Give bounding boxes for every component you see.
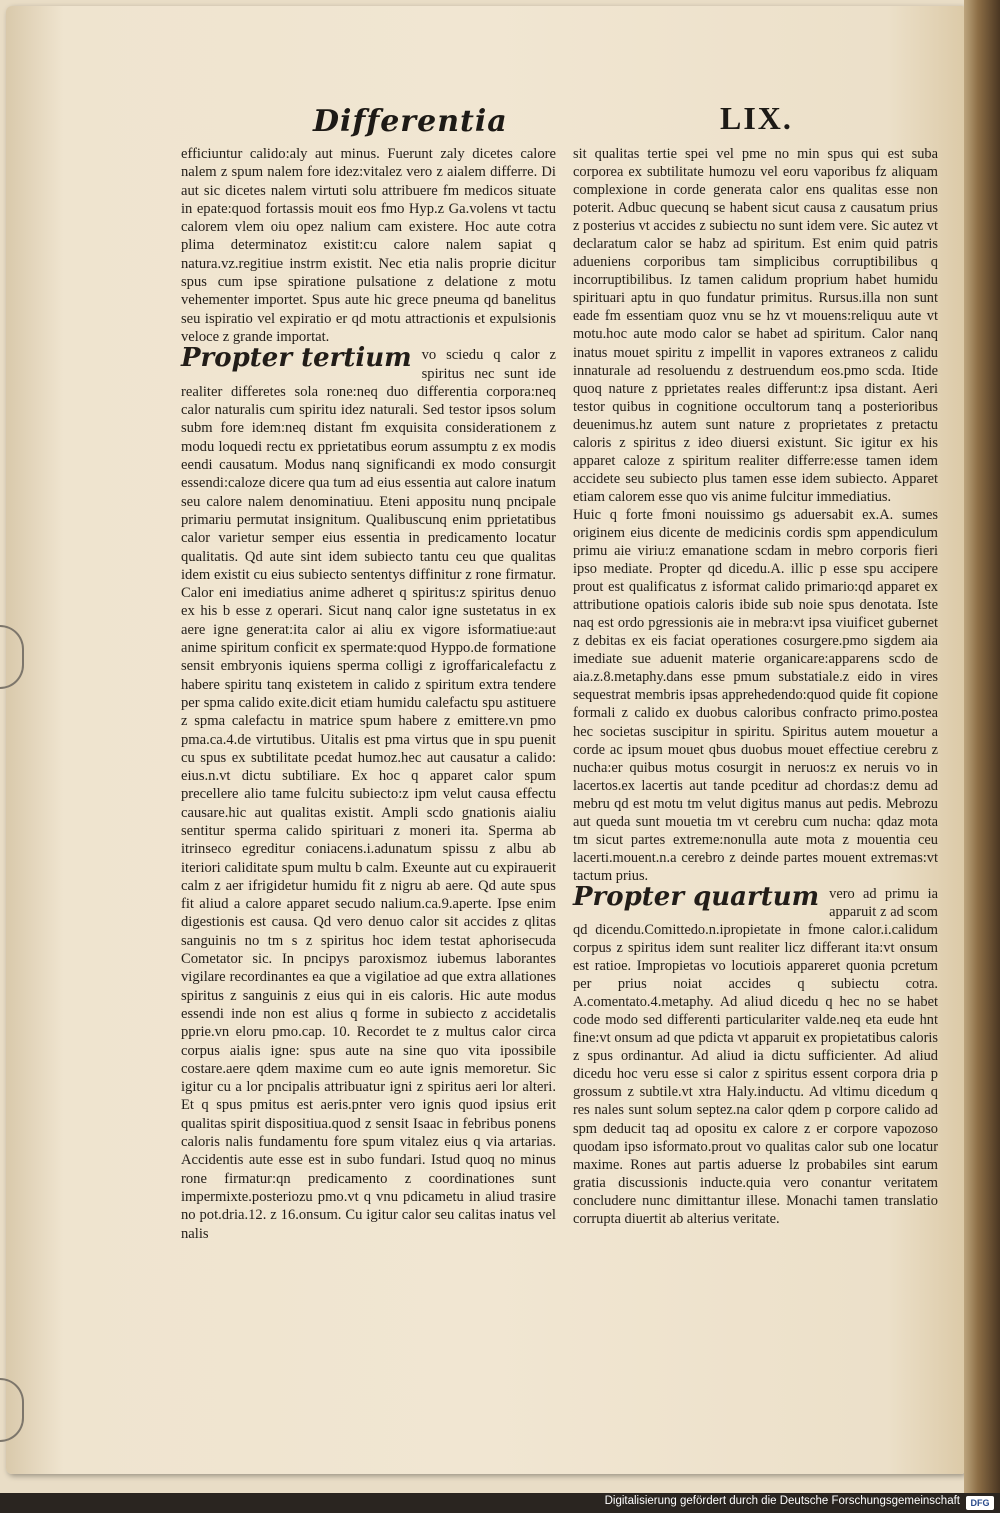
book-fore-edge	[964, 0, 1000, 1493]
section-initial: Propter tertium	[181, 343, 412, 374]
paragraph-text: vo sciedu q calor z spiritus nec sunt ide realiter differetes sola rone:neq duo differentia corpora:neq calor naturalis cum spiritu idez naturali. Sed testor ipsos solum subm fore idem:neq distant fm exquisita considerationem z modu loquedi rectu ex pprietatibus eorum assumptu z ex modis eendi causatum. Modus nanq significandi ex modo consurgit essendi:caloze dicere qua tum ad eius essentia aut calore inatum seu calore nalem denominatiuu. Eteni appositu nunq pncipale primariu permutat insignitum. Qualibuscunq enim pprietatibus calor varietur semper eius essentia in predicamento locatur qualitatis. Qd aute sint idem subiecto tantu ceu que qualitas idem existit cu eius subiecto sententys diffinitur z rone firmatur. Calor eni imediatius anime adheret q spiritus:z spiritus denuo ex his b esse z operari. Sicut nanq calor igne sustetatus in ex aere igne generat:ita calor ai aliu ex vigore isformatiue:aut anime spiritum conficit ex spermate:quod Hyppo.de formatione sensit embryonis iquiens sperma colligi z igroffaricalefactu z habere spiritu tanq existetem in calido z spiritum extra tendere per spma calido exite.dicit etiam humidu calefactu spu astituere z spma calefactu in matrice spum habere z emittere.vn pmo pma.ca.4.de virtutibus. Uitalis est pma virtus que in spu puenit cu spus ex subtilitate pcedat humoz.hec aut causatur a calido: eius.n.vt dictu subtiliare. Ex hoc q apparet calor spum precellere alio tame fulcitu subiecto:z ipm velut causa effectu causare.hic aut qualitas existit. Ampli scdo gnationis aialiu sentitur sperma calido spirituari z moneri ita. Sperma ab itrinseco egreditur coniacens.i.adunatum spissu z albu ab iteriori caliditate spum multu b calm. Exeunte aut cu expirauerit calm z aer ifrigidetur humidu fit z nigru ab aere. Qd aute spus fit aliud a calore apparet secudo nalium.ca.9.aperte. Ipse enim digestionis est causa. Qd vero denuo calor sit accides z qlitas sanguinis no tm s z spiritus hoc idem testat aphorisecuda Cometator sic. In pncipys paroxismoz iubemus laborantes vigilare recordinantes ea que a vigilatioe ad que extra allationes spiritus z sanguinis z eius qui in eis caloris. Hic aute modus essendi inde non est alius q forme in subiecto z accidetalis pprie.vn eloru pmo.cap. 10. Recordet te z multus calor circa corpus aialis igne: spus aute na sine quo vita ipossibile costare.aere qdem maxime cum eo aute ignis memoretur. Sic igitur cu a lor pncipalis attribuatur igni z spiritus aeri lor alteri. Et q spus pmitus est aeris.pnter vero ignis quod ipsius erit qualitas spirit dispositiua.quod z sensit Isaac in febribus ponens caloris nalis fundamentu fore spum vitalez eius q via artarias. Accidentis aute esse est in subo fundari. Istud quoq no minus rone firmatur:qn predicamento z coordinationes sunt impermixte.posteriozu pmo.vt q vnu pdicametu in aliud trasire no pot.dria.12. z 16.onsum. Cu igitur calor seu calitas inatus vel nalis	[181, 347, 556, 1242]
left-column	[181, 145, 556, 1243]
section-initial: Propter quartum	[573, 881, 820, 912]
paragraph-text: vero ad primu ia apparuit z ad scom qd dicendu.Comittedo.n.ipropietate in fmone calor.i.calidum corpus z spiritus idem sunt realiter licz differant ita:vt onsum est ratioe. Impropietas vo locutiois appareret quonia pcretum per prius noiat accides q subiectu cotra. A.comentato.4.metaphy. Ad aliud dicedu q hec no se habet code modo sed differenti particulariter valde.neq eta eude hnt fine:vt onsum ad que pdicta vt apparuit ex propietatibus caloris z spus ordinantur. Ad aliud ia dictu sufficienter. Ad aliud dicedu hoc veru esse si calor z spiritus essent corpora dria p grossum z subtile.vt xtra Haly.inductu. Ad vltimu dicedum q res nales sunt solum septez.na calor qdem p corpore calido ad spm deducit taq ad opositu ex calore z er corpore vapozoso quodam ipso isformato.prout vo qualitas calor sub one locatur maxime. Rones aut partis aduerse lz probabiles sint earum gratia discussionis inducte.quia vero conantur veritatem concludere nunc dimittantur illese. Monachi tamen translatio corrupta diuertit ab alterius veritate.	[573, 885, 938, 1227]
dfg-logo: DFG	[966, 1496, 994, 1510]
paragraph: efficiuntur calido:aly aut minus. Fuerunt zaly dicetes calore nalem z spum nalem fore idez:vitalez vero z aialem differre. Di aut sic dicetes nalem virtuti solu attribuere fm medicos situate in epate:quod fortassis mouit eos fmo Hyp.z Ga.volens vt tactu calorem vlem oiu opez nalium cam existere. Hoc aute cotra plima determinatoz existit:cu calore nalem sapiat q natura.vz.regitiue instrm existit. Nec etia nalis proprie dicitur spus cum ipse spiratione pulsatione z delatione z motu vehementer importet. Spus aute hic grece pneuma qd banelitus seu ispiratio vel expiratio er qd motu attractionis et expulsionis veloce z grande importat.	[181, 146, 556, 345]
right-column	[573, 145, 938, 1228]
running-title: Differentia	[313, 104, 508, 139]
paragraph	[181, 343, 556, 1243]
digitization-credit: Digitalisierung gefördert durch die Deutsche Forschungsgemeinschaft	[604, 1495, 960, 1507]
paragraph	[573, 881, 938, 1228]
paragraph: sit qualitas tertie spei vel pme no min spus qui est suba corporea ex subtilitate humozu vel eoru vaporibus fz aliquam complexione in corde generata calor ens qualitas esse non poterit. Adbuc quecunq se habent sicut causa z causatum prius z posterius vt accides z subiectu no sunt idem vere. Sic autez vt declaratum calor se habz ad spiritum. Est enim quid patris adueniens corporibus tam simplicibus corruptibilibus q incorruptibilibus. Iz tamen calidum proprium habet humidu spirituari aptu in quo fundatur primitus. Rursus.illa non sunt eade fm essentiam quoz vnu se hz vt mouens:reliquu aute vt motu.hoc aute modo calor se habet ad spiritum. Calor nanq inatus mouet spiritu z impellit in vapores extraneos z calidu innaturale ad resoluendu z destruendum eos.pmo scda. Itide quoq nature z pprietates reales differunt:z ipsa distant. Aeri testor quibus in cognitione occultorum tanq a posterioribus deuenimus.hz autem sunt nature z proprietates z pretactu caloris z spiritus z ideo diuersi existunt. Sic igitur ex his apparet caloze z spiritum realiter differre:esse tamen idem accidete seu subiecto plus tamen esse idem subiecto. Apparet etiam calorem esse quo vis anime fulcitur immediatius.	[573, 146, 938, 505]
folio-number: LIX.	[720, 100, 793, 136]
paragraph: Huic q forte fmoni nouissimo gs aduersabit ex.A. sumes originem eius dicente de medicinis cordis spm appendiculum primu aie viriu:z emanatione scdam in mebro corporis fieri ipso mediate. Propter qd dicedu.A. illic p esse spu accipere prout est qualificatus z isformat calido primario:qd apparet ex attributione opatiois caloris ibide sub noie spus denotata. Iste naq est ordo pgressionis aie in mebra:vt ipsa viuificet gubernet z debitas ex eis faciat operationes cosurgere.pmo sigdem aia imediate sue aduenit materie organicare:apparens scdo de aia.z.8.metaphy.dans esse pmum substatiale.z eido in vires sequestrat membris ipsas apprehedendo:quod quide fit copione formali z calido ex duobus caloribus confracto primo.postea hec societas suscipitur in spiritu. Spiritus autem mouetur a corde ac ipsum mouet qbus duobus mouet effectiue cerebru z nucha:er quibus motus cosurgit in neruos:z ex neruis vo in lacertos.ex lacertis aut tande pceditur ad chordas:z demu ad mebru qd est motu tm velut digitus manus aut pedis. Mebrozu aut queda sunt mouetia tm vt cerebru cum nucha: qdaz mota tm sicut partes extreme:nonulla aute mota z mouentia ceu lacerti.mouent.n.a cerebro z deinde partes mouent extremas:vt tactum prius.	[573, 506, 938, 884]
